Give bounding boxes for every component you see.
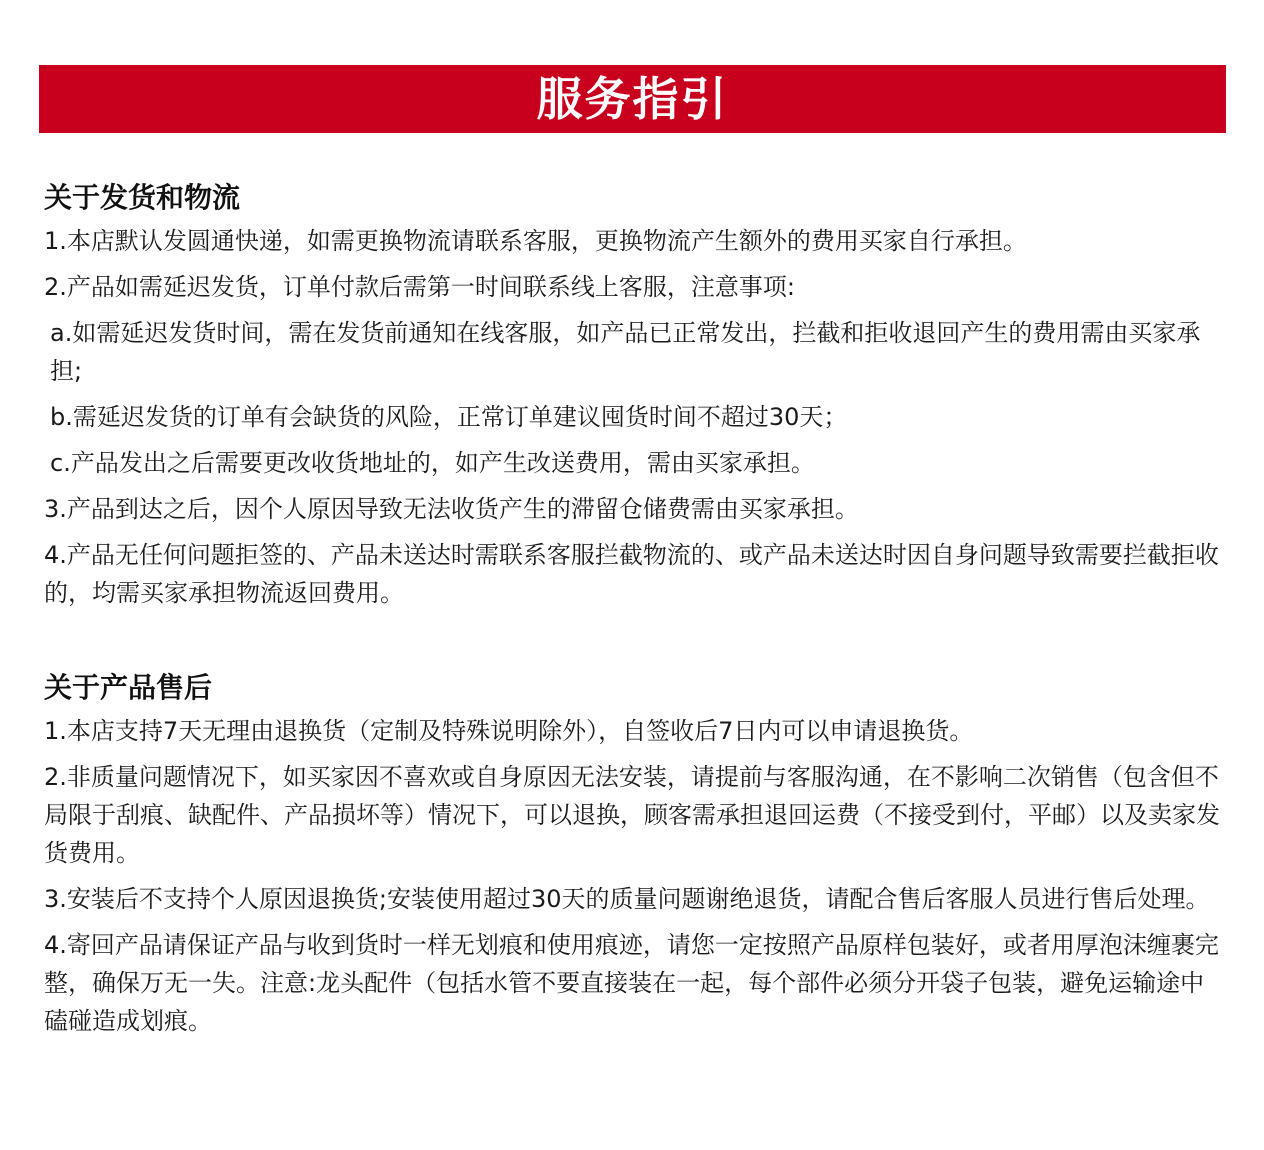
shipping-item-4: 4.产品无任何问题拒签的、产品未送达时需联系客服拦截物流的、或产品未送达时因自身问题导致需要拦截拒收的，均需买家承担物流返回费用。 [44, 541, 1219, 607]
shipping-section [44, 178, 1224, 620]
after-sales-item-2: 2.非质量问题情况下，如买家因不喜欢或自身原因无法安装，请提前与客服沟通，在不影响二次销售（包含但不局限于刮痕、缺配件、产品损坏等）情况下，可以退换，顾客需承担退回运费（不接受到付，平邮）以及卖家发货费用。 [44, 763, 1220, 867]
shipping-item-3: 3.产品到达之后，因个人原因导致无法收货产生的滞留仓储费需由买家承担。 [44, 495, 859, 523]
title-banner [39, 65, 1226, 133]
shipping-subitem-a: a.如需延迟发货时间，需在发货前通知在线客服，如产品已正常发出，拦截和拒收退回产生的费用需由买家承担; [50, 319, 1201, 385]
after-sales-item-3: 3.安装后不支持个人原因退换货;安装使用超过30天的质量问题谢绝退货，请配合售后客服人员进行售后处理。 [44, 885, 1210, 913]
shipping-heading: 关于发货和物流 [44, 181, 241, 214]
after-sales-item-4: 4.寄回产品请保证产品与收到货时一样无划痕和使用痕迹，请您一定按照产品原样包装好，或者用厚泡沫缠裹完整，确保万无一失。注意:龙头配件（包括水管不要直接装在一起，每个部件必须分开袋子包装，避免运输途中磕碰造成划痕。 [44, 931, 1219, 1035]
page-title: 服务指引 [536, 72, 729, 126]
shipping-subitem-b: b.需延迟发货的订单有会缺货的风险，正常订单建议囤货时间不超过30天； [50, 403, 848, 431]
shipping-item-1: 1.本店默认发圆通快递，如需更换物流请联系客服，更换物流产生额外的费用买家自行承担。 [44, 227, 1027, 255]
shipping-subitem-c: c.产品发出之后需要更改收货地址的，如产生改送费用，需由买家承担。 [50, 449, 815, 477]
after-sales-heading: 关于产品售后 [44, 671, 213, 704]
after-sales-section [44, 668, 1224, 1048]
after-sales-item-1: 1.本店支持7天无理由退换货（定制及特殊说明除外），自签收后7日内可以申请退换货。 [44, 717, 974, 745]
shipping-item-2: 2.产品如需延迟发货，订单付款后需第一时间联系线上客服，注意事项: [44, 273, 795, 301]
